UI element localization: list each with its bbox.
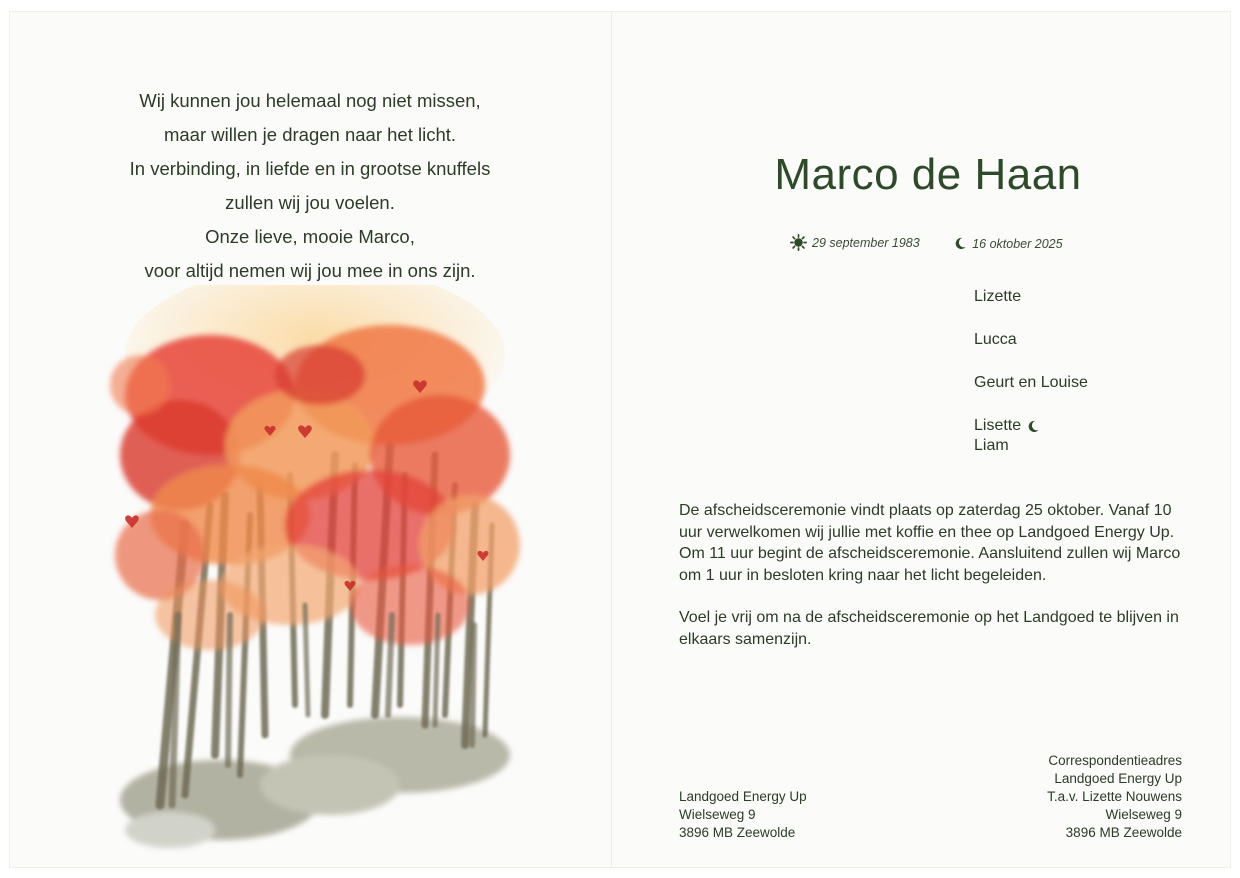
birth-date-group (790, 234, 920, 251)
family-member: Lisette (974, 417, 1022, 434)
venue-address (679, 788, 807, 842)
poem-line: maar willen je dragen naar het licht. (163, 124, 457, 145)
family-member: Liam (974, 437, 1009, 454)
correspondence-address (1047, 752, 1182, 842)
address-line: Landgoed Energy Up (679, 789, 807, 804)
address-line: 3896 MB Zeewolde (1065, 825, 1182, 840)
poem-line: In verbinding, in liefde en in grootse knuffels (129, 158, 491, 179)
family-member: Geurt en Louise (974, 374, 1088, 391)
address-heading: Correspondentieadres (1048, 753, 1182, 768)
card-fold-line (611, 12, 612, 867)
poem-line: voor altijd nemen wij jou mee in ons zijn. (144, 260, 476, 281)
family-members (974, 287, 1088, 456)
ceremony-details (679, 500, 1199, 650)
death-date: 16 oktober 2025 (972, 236, 1063, 251)
moon-icon (1026, 419, 1040, 434)
ceremony-paragraph: Voel je vrij om na de afscheidsceremonie op het Landgoed te blijven in elkaars samenzijn. (679, 609, 1179, 648)
birth-date: 29 september 1983 (812, 235, 920, 250)
family-member-lisette (974, 416, 1088, 436)
address-line: Wielseweg 9 (1105, 807, 1182, 822)
address-line: Landgoed Energy Up (1054, 771, 1182, 786)
ceremony-paragraph: De afscheidsceremonie vindt plaats op zaterdag 25 oktober. Vanaf 10 uur verwelkomen wij jullie met koffie en thee op Landgoed Energy Up. Om 11 uur begint de afscheidsceremonie. Aansluitend zullen wij Marco om 1 uur in besloten kring naar het licht begeleiden. (679, 502, 1181, 584)
memorial-poem (60, 84, 560, 288)
poem-line: Onze lieve, mooie Marco, (205, 226, 415, 247)
watercolor-forest-illustration (100, 285, 530, 865)
life-dates (790, 234, 1093, 254)
death-date-group (953, 236, 1062, 251)
poem-line: Wij kunnen jou helemaal nog niet missen, (139, 90, 481, 111)
family-member: Lizette (974, 288, 1022, 305)
poem-line: zullen wij jou voelen. (225, 192, 395, 213)
family-member: Lucca (974, 331, 1017, 348)
address-line: T.a.v. Lizette Nouwens (1047, 789, 1182, 804)
deceased-name: Marco de Haan (774, 150, 1082, 199)
sun-icon (790, 234, 807, 251)
address-line: Wielseweg 9 (679, 807, 756, 822)
address-line: 3896 MB Zeewolde (679, 825, 796, 840)
moon-icon (953, 236, 967, 251)
